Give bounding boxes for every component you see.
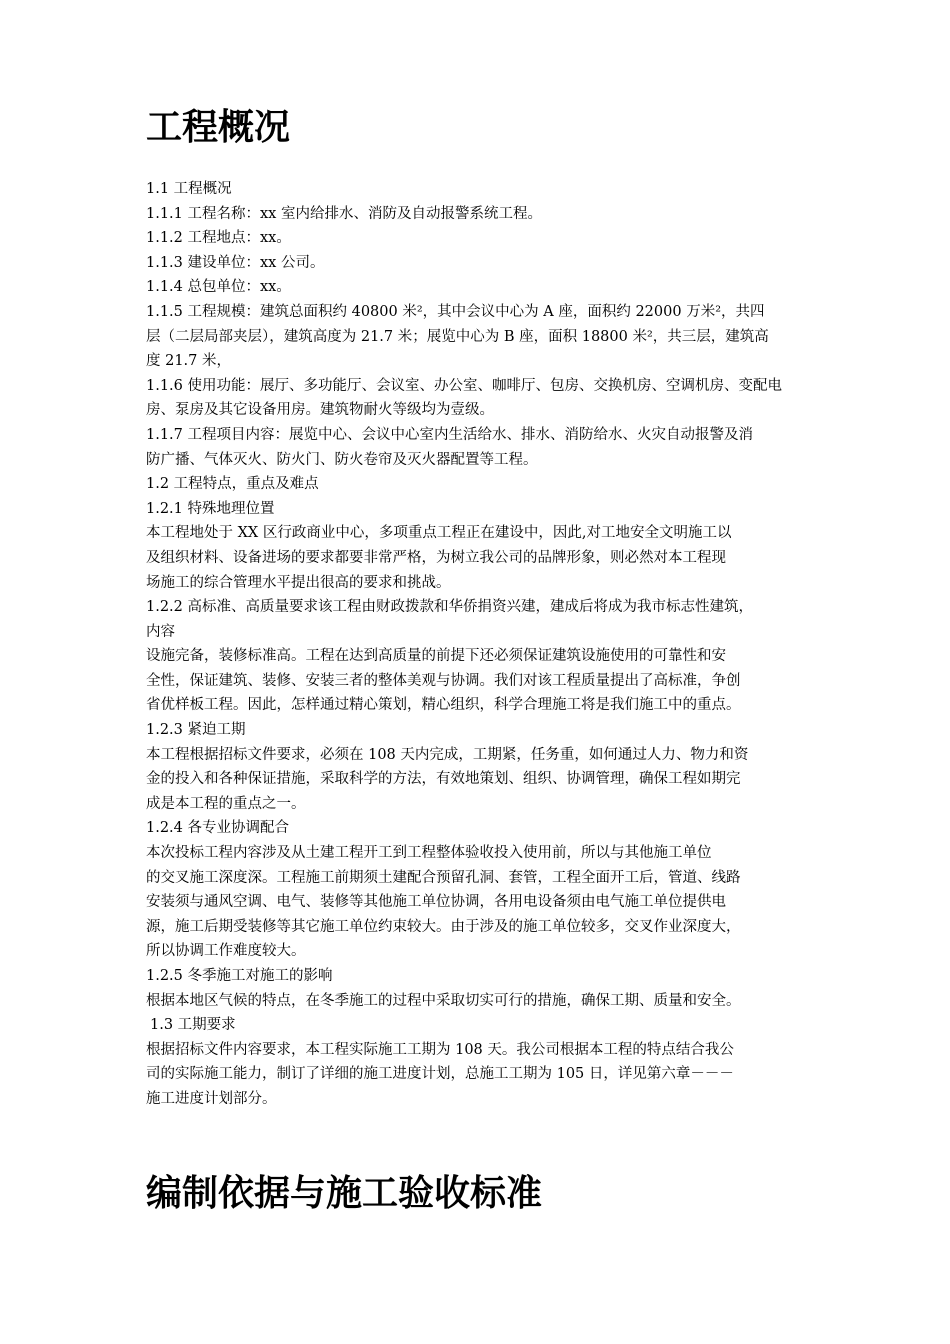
text-line: 根据招标文件内容要求，本工程实际施工工期为 108 天。我公司根据本工程的特点结合我公 (146, 1041, 734, 1058)
text-line: 的交叉施工深度深。工程施工前期须土建配合预留孔洞、套管，工程全面开工后，管道、线路 (146, 869, 741, 886)
text-line: 司的实际施工能力，制订了详细的施工进度计划，总施工工期为 105 日，详见第六章－－－ (146, 1066, 734, 1083)
text-line: 1.2.4 各专业协调配合 (146, 820, 290, 837)
text-line: 及组织材料、设备进场的要求都要非常严格，为树立我公司的品牌形象，则必然对本工程现 (146, 549, 726, 566)
text-line: 1.2.3 紧迫工期 (146, 722, 246, 739)
text-line: 施工进度计划部分。 (146, 1090, 277, 1107)
text-line: 源，施工后期受装修等其它施工单位约束较大。由于涉及的施工单位较多，交叉作业深度大， (146, 918, 741, 935)
text-line: 1.1.7 工程项目内容：展览中心、会议中心室内生活给水、排水、消防给水、火灾自动报警及消 (146, 426, 753, 443)
text-line: 1.1.1 工程名称：xx 室内给排水、消防及自动报警系统工程。 (146, 205, 542, 222)
text-line: 1.1 工程概况 (146, 181, 232, 197)
section-heading-standards: 编制依据与施工验收标准 (146, 1173, 543, 1214)
text-line: 1.2.1 特殊地理位置 (146, 500, 275, 517)
section-heading-overview: 工程概况 (146, 107, 291, 148)
text-line: 金的投入和各种保证措施，采取科学的方法，有效地策划、组织、协调管理，确保工程如期完 (146, 771, 741, 788)
text-line: 安装须与通风空调、电气、装修等其他施工单位协调，各用电设备须由电气施工单位提供电 (146, 894, 726, 911)
text-line: 防广播、气体灭火、防火门、防火卷帘及灭火器配置等工程。 (146, 451, 538, 468)
text-line: 度 21.7 米， (146, 353, 232, 370)
text-line: 1.1.3 建设单位：xx 公司。 (146, 254, 325, 271)
text-line: 根据本地区气候的特点，在冬季施工的过程中采取切实可行的措施，确保工期、质量和安全。 (146, 992, 741, 1009)
text-line: 成是本工程的重点之一。 (146, 795, 306, 812)
text-line: 层（二层局部夹层），建筑高度为 21.7 米；展览中心为 B 座，面积 18800 米²，共三层，建筑高 (146, 328, 769, 345)
text-line: 省优样板工程。因此，怎样通过精心策划，精心组织，科学合理施工将是我们施工中的重点。 (146, 697, 741, 714)
text-line: 本工程根据招标文件要求，必须在 108 天内完成，工期紧，任务重，如何通过人力、物力和资 (146, 746, 749, 763)
text-line: 设施完备，装修标准高。工程在达到高质量的前提下还必须保证建筑设施使用的可靠性和安 (146, 648, 726, 665)
text-line: 1.1.6 使用功能：展厅、多功能厅、会议室、办公室、咖啡厅、包房、交换机房、空调机房、变配电 (146, 377, 782, 394)
text-line: 房、泵房及其它设备用房。建筑物耐火等级均为壹级。 (146, 402, 494, 419)
text-line: 1.2.5 冬季施工对施工的影响 (146, 968, 333, 984)
text-line: 场施工的综合管理水平提出很高的要求和挑战。 (146, 574, 451, 591)
text-line: 1.1.5 工程规模：建筑总面积约 40800 米²，其中会议中心为 A 座，面积约 22000 万米²，共四 (146, 303, 765, 320)
overview-body-text (146, 177, 812, 1112)
text-line: 1.1.4 总包单位：xx。 (146, 279, 291, 296)
text-line: 内容 (146, 623, 175, 640)
text-line: 本次投标工程内容涉及从土建工程开工到工程整体验收投入使用前，所以与其他施工单位 (146, 845, 712, 862)
text-line: 全性，保证建筑、装修、安装三者的整体美观与协调。我们对该工程质量提出了高标准，争创 (146, 672, 741, 689)
text-line: 1.2 工程特点，重点及难点 (146, 476, 319, 493)
text-line: 1.3 工期要求 (150, 1017, 236, 1034)
text-line: 1.2.2 高标准、高质量要求该工程由财政拨款和华侨捐资兴建，建成后将成为我市标志性建筑， (146, 599, 753, 616)
text-line: 1.1.2 工程地点：xx。 (146, 230, 291, 247)
text-line: 所以协调工作难度较大。 (146, 943, 306, 960)
text-line: 本工程地处于 XX 区行政商业中心，多项重点工程正在建设中，因此,对工地安全文明施工以 (146, 525, 732, 542)
